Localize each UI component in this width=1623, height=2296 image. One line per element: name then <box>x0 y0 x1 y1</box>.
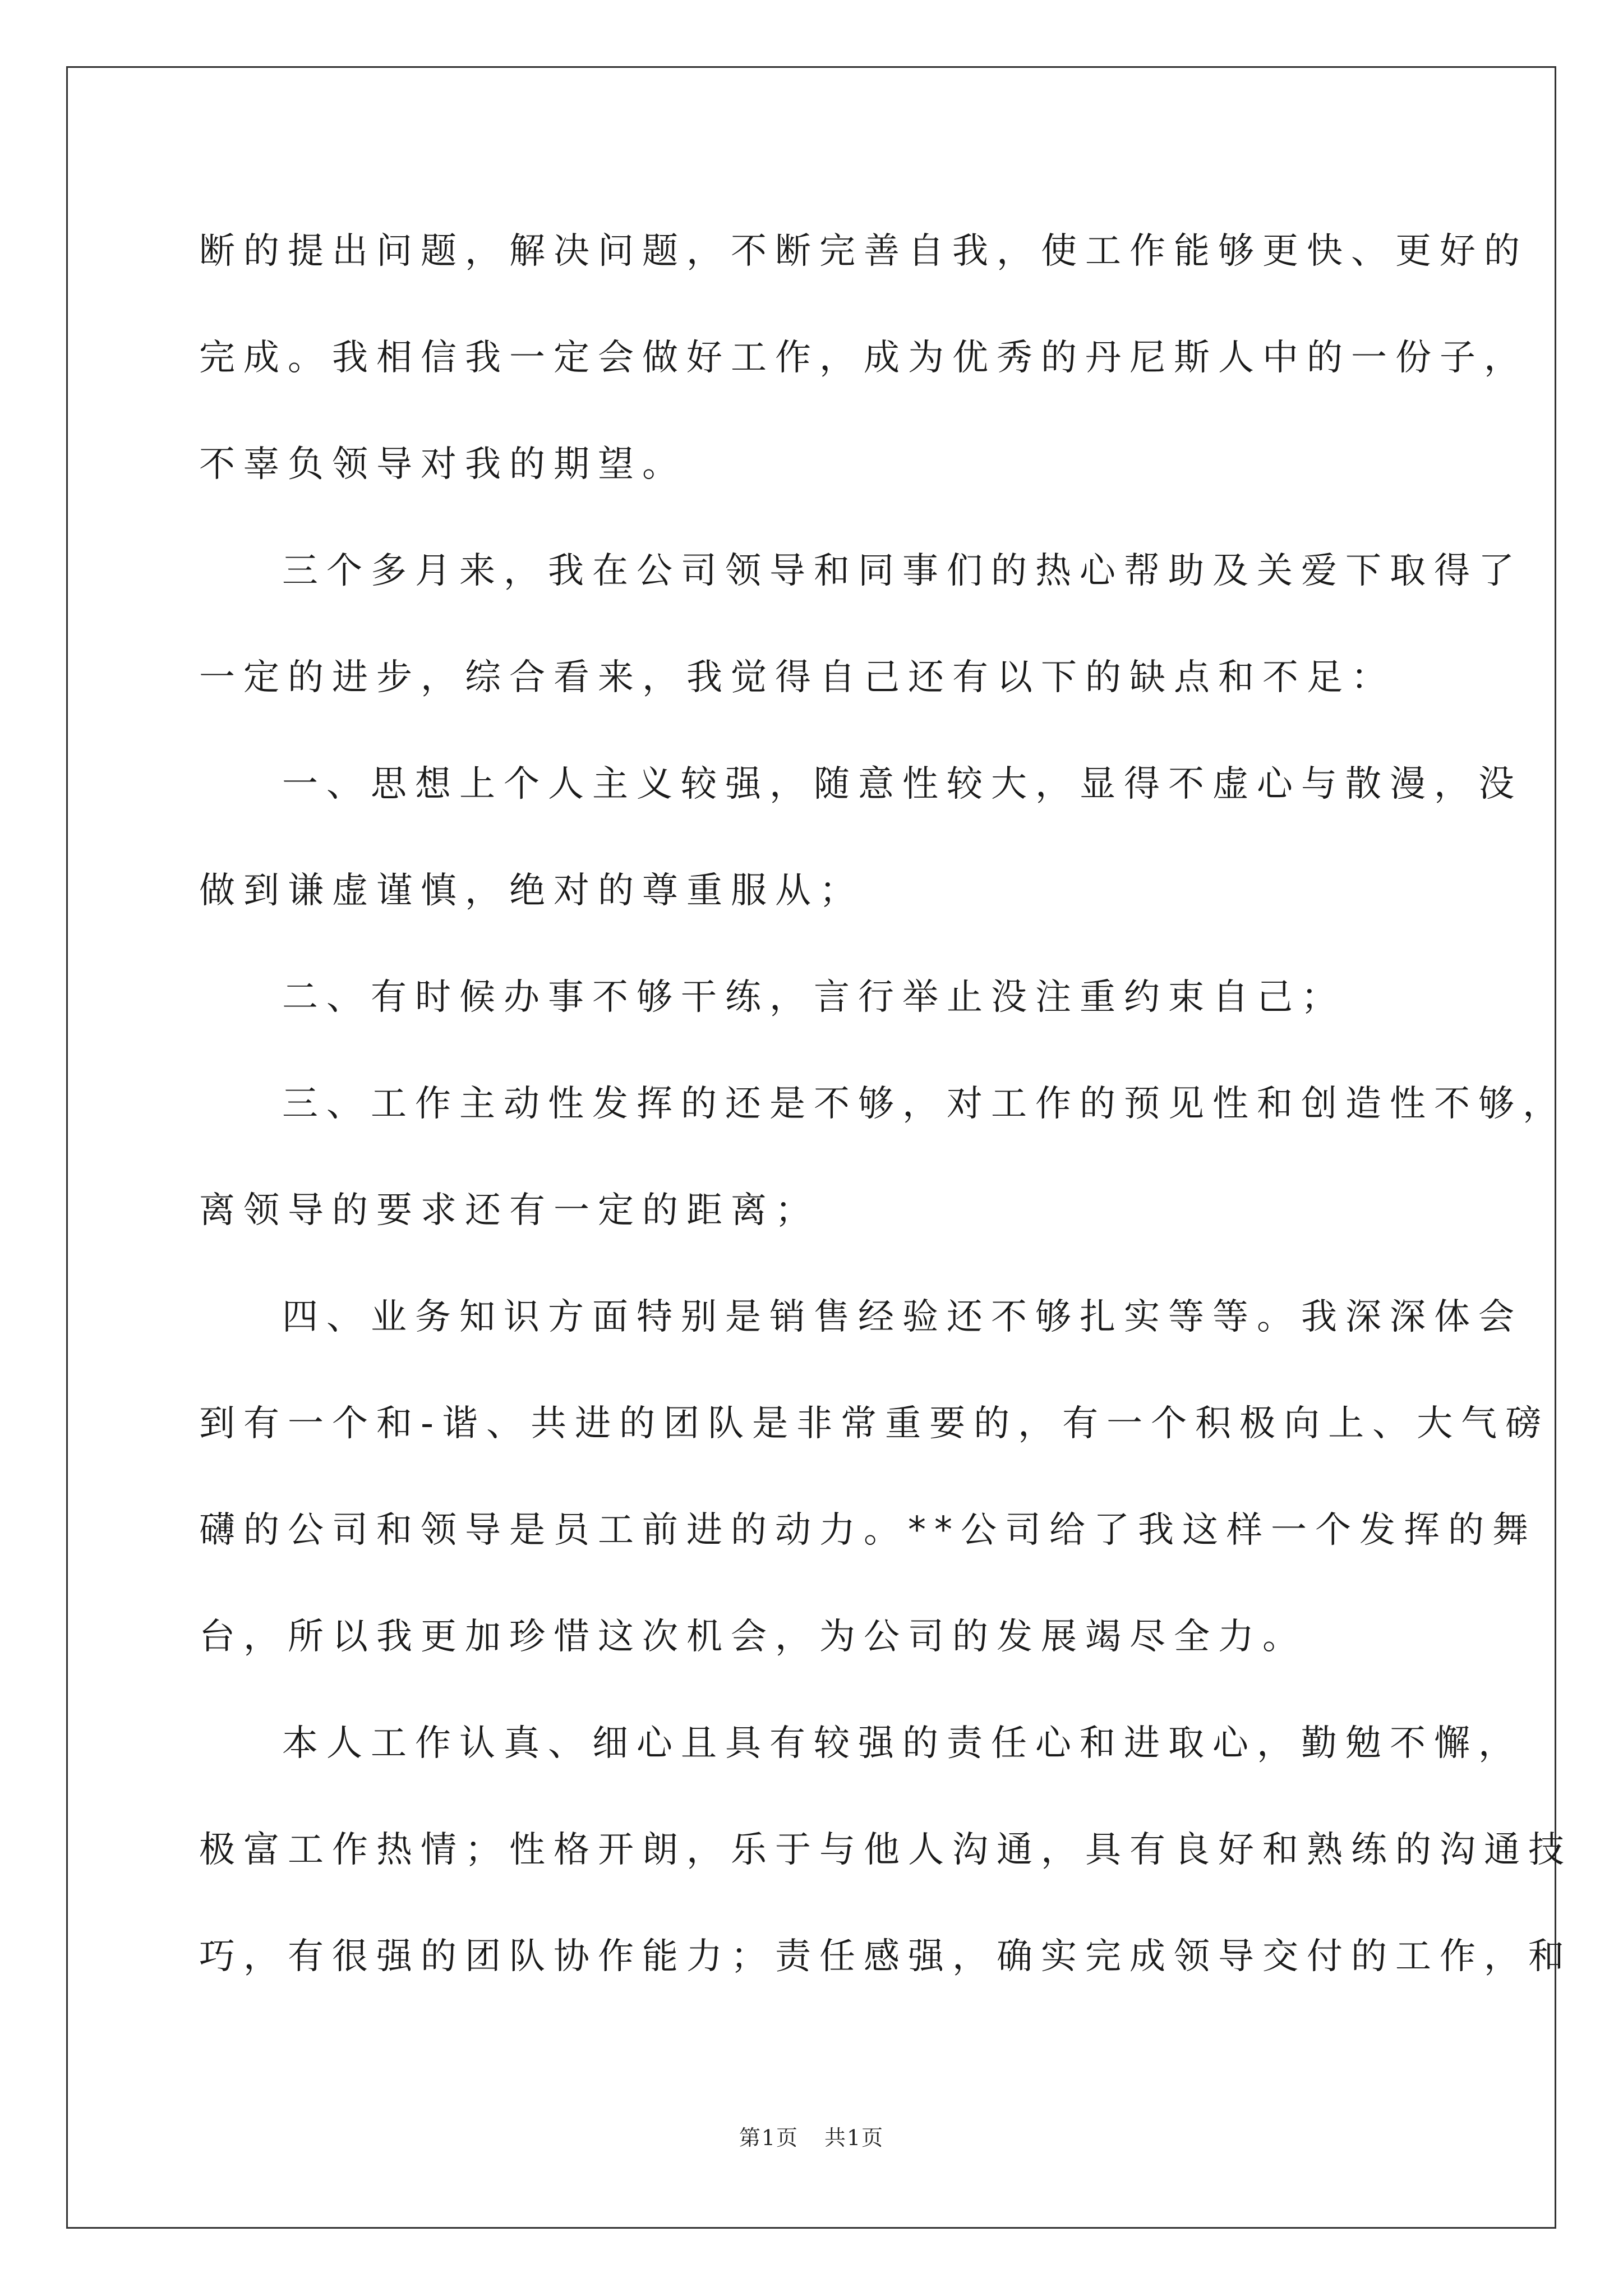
text-line: 离领导的要求还有一定的距离； <box>199 1190 819 1231</box>
text-line: 到有一个和-谐、共进的团队是非常重要的，有一个积极向上、大气磅 <box>199 1403 1550 1444</box>
text-line: 三、工作主动性发挥的还是不够，对工作的预见性和创造性不够， <box>282 1083 1567 1125</box>
text-line: 极富工作热情；性格开朗，乐于与他人沟通，具有良好和熟练的沟通技 <box>199 1829 1573 1871</box>
document-body <box>199 198 1573 2010</box>
text-line: 巧，有很强的团队协作能力；责任感强，确实完成领导交付的工作，和 <box>199 1936 1573 1977</box>
page-number: 第1页 <box>739 2125 799 2150</box>
page-footer <box>0 2120 1623 2151</box>
text-line: 三个多月来，我在公司领导和同事们的热心帮助及关爱下取得了 <box>282 550 1523 592</box>
text-line: 四、业务知识方面特别是销售经验还不够扎实等等。我深深体会 <box>282 1296 1523 1338</box>
text-line: 一定的进步，综合看来，我觉得自己还有以下的缺点和不足： <box>199 657 1395 698</box>
text-line: 断的提出问题，解决问题，不断完善自我，使工作能够更快、更好的 <box>199 231 1528 272</box>
text-line: 二、有时候办事不够干练，言行举止没注重约束自己； <box>282 977 1345 1018</box>
text-line: 台，所以我更加珍惜这次机会，为公司的发展竭尽全力。 <box>199 1616 1307 1658</box>
text-line: 做到谦虚谨慎，绝对的尊重服从； <box>199 870 864 912</box>
text-line: 本人工作认真、细心且具有较强的责任心和进取心，勤勉不懈， <box>282 1723 1523 1764</box>
text-line: 一、思想上个人主义较强，随意性较大，显得不虚心与散漫，没 <box>282 763 1523 805</box>
text-line: 完成。我相信我一定会做好工作，成为优秀的丹尼斯人中的一份子， <box>199 337 1528 379</box>
text-line: 不辜负领导对我的期望。 <box>199 444 686 485</box>
page-total: 共1页 <box>824 2125 884 2150</box>
text-line: 礴的公司和领导是员工前进的动力。**公司给了我这样一个发挥的舞 <box>199 1510 1537 1551</box>
